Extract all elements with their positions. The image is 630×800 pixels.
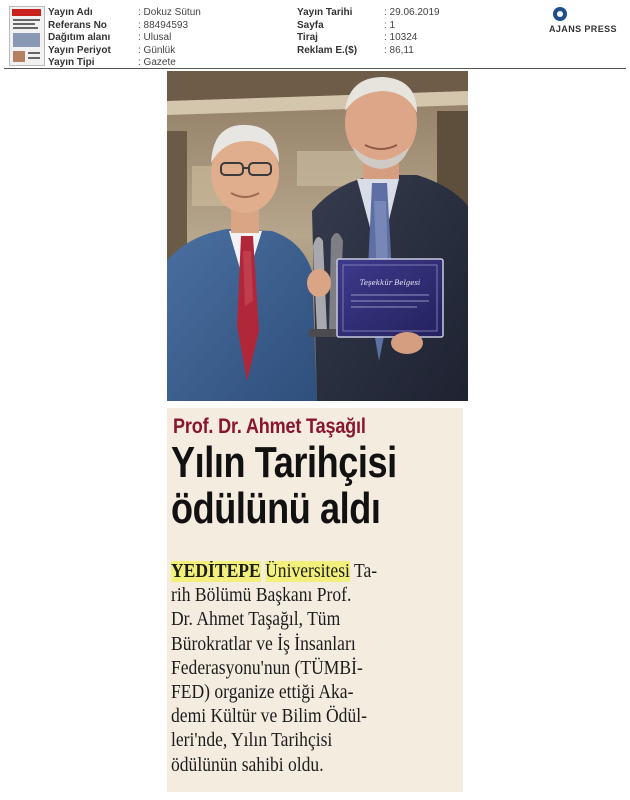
ajans-press-logo-icon [553,7,567,21]
news-article [167,408,463,792]
meta-label: Yayın Tipi [48,57,95,68]
meta-label: Yayın Periyot [48,44,111,56]
article-headline [171,440,397,532]
award-photo-illustration [167,71,468,401]
body-line: Bürokratlar ve İş İnsanları [171,633,356,655]
body-line: leri'nde, Yılın Tarihçisi [171,730,333,752]
meta-value: : Dokuz Sütun [138,7,201,18]
article-kicker: Prof. Dr. Ahmet Taşağıl [173,415,366,438]
meta-label: Referans No [48,19,107,31]
logo-text: AJANS PRESS [549,24,617,34]
body-line: Federasyonu'nun (TÜMBİ- [171,657,363,679]
headline-line: Yılın Tarihçisi [171,438,397,487]
body-line: demi Kültür ve Bilim Ödül- [171,706,367,728]
article-body [171,560,441,778]
ajans-press-logo [549,7,623,37]
body-line: rih Bölümü Başkanı Prof. [171,585,352,607]
body-line: FED) organize ettiği Aka- [171,682,354,704]
meta-label: Yayın Tarihi [297,7,353,18]
meta-label: Yayın Adı [48,7,93,18]
meta-value: : 29.06.2019 [384,7,440,18]
meta-label: Reklam E.($) [297,44,358,56]
highlight-university-name: YEDİTEPE [171,561,261,582]
meta-label: Dağıtım alanı [48,32,111,43]
award-photo [167,71,468,401]
meta-value: : 1 [384,19,396,31]
meta-value: : Gazete [138,57,176,68]
clipping-header [0,0,630,68]
meta-value: : Ulusal [138,32,172,43]
meta-value: : Günlük [138,44,176,56]
meta-value: : 86,11 [384,44,414,56]
meta-label: Sayfa [297,19,324,31]
headline-line: ödülünü aldı [171,484,381,533]
body-line-rest: Ta- [349,561,378,582]
plaque-title: Teşekkür Belgesi [359,279,421,287]
newspaper-thumbnail [9,6,45,66]
body-line: ödülünün sahibi oldu. [171,754,324,776]
meta-value: : 10324 [384,32,418,43]
meta-value: : 88494593 [138,19,189,31]
meta-label: Tiraj [297,32,318,43]
highlight-university-word: Üniversitesi [265,561,350,582]
body-line: Dr. Ahmet Taşağıl, Tüm [171,609,341,631]
header-divider [4,68,626,69]
body-line [171,560,441,584]
